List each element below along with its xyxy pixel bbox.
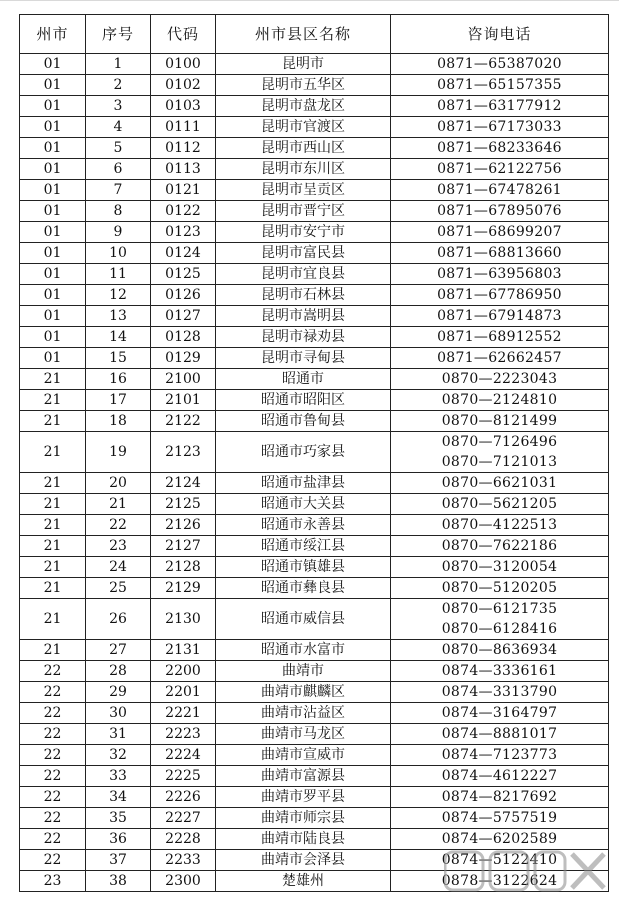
table-row: [20, 766, 609, 787]
zhou-cell: 21: [20, 369, 86, 390]
code-cell: 2101: [151, 390, 216, 411]
phone-number: 0871—65387020: [437, 56, 562, 72]
code-cell: 0126: [151, 285, 216, 306]
phone-cell: [391, 243, 609, 264]
code-cell: 2125: [151, 494, 216, 515]
region-name-cell: 昭通市昭阳区: [216, 390, 391, 411]
phone-cell: [391, 745, 609, 766]
zhou-cell: 21: [20, 473, 86, 494]
serial-cell: 23: [86, 536, 151, 557]
phone-number: 0870—6128416: [441, 621, 558, 637]
phone-number: 0871—63177912: [437, 98, 562, 114]
zhou-cell: 01: [20, 327, 86, 348]
serial-cell: 8: [86, 201, 151, 222]
table-row: [20, 222, 609, 243]
region-name-cell: 曲靖市富源县: [216, 766, 391, 787]
code-cell: 2221: [151, 703, 216, 724]
phone-number: 0874—7123773: [441, 747, 558, 763]
table-row: [20, 871, 609, 892]
phone-cell: [391, 661, 609, 682]
phone-cell: [391, 536, 609, 557]
phone-cell: [391, 285, 609, 306]
region-name-cell: 昭通市威信县: [216, 599, 391, 640]
table-row: [20, 411, 609, 432]
table-row: [20, 159, 609, 180]
phone-cell: [391, 703, 609, 724]
zhou-cell: 22: [20, 703, 86, 724]
code-cell: 2223: [151, 724, 216, 745]
code-cell: 0111: [151, 117, 216, 138]
table-row: [20, 54, 609, 75]
region-name-cell: 昭通市彝良县: [216, 578, 391, 599]
region-name-cell: 曲靖市陆良县: [216, 829, 391, 850]
header-region-name: 州市县区名称: [216, 15, 391, 54]
code-cell: 0102: [151, 75, 216, 96]
phone-cell: [391, 369, 609, 390]
region-name-cell: 昆明市官渡区: [216, 117, 391, 138]
phone-cell: [391, 54, 609, 75]
code-cell: 2122: [151, 411, 216, 432]
code-cell: 2126: [151, 515, 216, 536]
code-cell: 2100: [151, 369, 216, 390]
phone-number: 0870—6121735: [441, 601, 558, 617]
serial-cell: 13: [86, 306, 151, 327]
phone-cell: [391, 850, 609, 871]
header-serial-no: 序号: [86, 15, 151, 54]
table-row: [20, 285, 609, 306]
table-row: [20, 264, 609, 285]
zhou-cell: 22: [20, 787, 86, 808]
phone-cell: [391, 159, 609, 180]
region-name-cell: 昆明市盘龙区: [216, 96, 391, 117]
zhou-cell: 01: [20, 180, 86, 201]
serial-cell: 4: [86, 117, 151, 138]
table-row: [20, 682, 609, 703]
serial-cell: 14: [86, 327, 151, 348]
table-row: [20, 369, 609, 390]
region-name-cell: 曲靖市罗平县: [216, 787, 391, 808]
phone-number: 0870—5120205: [441, 580, 558, 596]
region-name-cell: 曲靖市宣威市: [216, 745, 391, 766]
phone-cell: [391, 599, 609, 640]
phone-number: 0871—62662457: [437, 350, 562, 366]
table-row: [20, 578, 609, 599]
phone-cell: [391, 808, 609, 829]
region-name-cell: 昭通市镇雄县: [216, 557, 391, 578]
serial-cell: 37: [86, 850, 151, 871]
serial-cell: 15: [86, 348, 151, 369]
zhou-cell: 01: [20, 264, 86, 285]
region-name-cell: 昭通市巧家县: [216, 432, 391, 473]
phone-cell: [391, 557, 609, 578]
phone-cell: [391, 138, 609, 159]
table-row: [20, 850, 609, 871]
phone-cell: [391, 180, 609, 201]
phone-cell: [391, 96, 609, 117]
table-row: [20, 808, 609, 829]
serial-cell: 20: [86, 473, 151, 494]
region-name-cell: 昆明市石林县: [216, 285, 391, 306]
region-name-cell: 昆明市五华区: [216, 75, 391, 96]
code-cell: 2226: [151, 787, 216, 808]
top-divider: [0, 0, 619, 1]
zhou-cell: 01: [20, 306, 86, 327]
phone-number: 0874—3313790: [441, 684, 558, 700]
zhou-cell: 01: [20, 138, 86, 159]
consultation-phone-table: [19, 14, 609, 892]
phone-number: 0870—3120054: [441, 559, 558, 575]
phone-cell: [391, 327, 609, 348]
zhou-cell: 01: [20, 348, 86, 369]
serial-cell: 25: [86, 578, 151, 599]
table-row: [20, 599, 609, 640]
region-name-cell: 昆明市嵩明县: [216, 306, 391, 327]
phone-number: 0871—67786950: [437, 287, 562, 303]
code-cell: 0100: [151, 54, 216, 75]
table-row: [20, 327, 609, 348]
phone-number: 0870—7121013: [441, 454, 558, 470]
region-name-cell: 楚雄州: [216, 871, 391, 892]
zhou-cell: 21: [20, 494, 86, 515]
table-row: [20, 724, 609, 745]
phone-number: 0870—6621031: [441, 475, 558, 491]
table-row: [20, 138, 609, 159]
phone-cell: [391, 306, 609, 327]
table-row: [20, 306, 609, 327]
code-cell: 2224: [151, 745, 216, 766]
code-cell: 2228: [151, 829, 216, 850]
table-row: [20, 390, 609, 411]
phone-number: 0871—67895076: [437, 203, 562, 219]
serial-cell: 21: [86, 494, 151, 515]
region-name-cell: 昭通市永善县: [216, 515, 391, 536]
code-cell: 2130: [151, 599, 216, 640]
region-name-cell: 昆明市宜良县: [216, 264, 391, 285]
phone-cell: [391, 724, 609, 745]
code-cell: 0123: [151, 222, 216, 243]
serial-cell: 1: [86, 54, 151, 75]
phone-number: 0871—68233646: [437, 140, 562, 156]
zhou-cell: 01: [20, 117, 86, 138]
code-cell: 2300: [151, 871, 216, 892]
code-cell: 2124: [151, 473, 216, 494]
code-cell: 0122: [151, 201, 216, 222]
phone-number: 0870—8121499: [441, 413, 558, 429]
region-name-cell: 昆明市东川区: [216, 159, 391, 180]
code-cell: 2201: [151, 682, 216, 703]
phone-cell: [391, 264, 609, 285]
serial-cell: 24: [86, 557, 151, 578]
code-cell: 0127: [151, 306, 216, 327]
phone-cell: [391, 411, 609, 432]
zhou-cell: 22: [20, 682, 86, 703]
phone-number: 0878—3122624: [441, 873, 558, 889]
serial-cell: 28: [86, 661, 151, 682]
serial-cell: 18: [86, 411, 151, 432]
phone-number: 0874—3336161: [441, 663, 558, 679]
zhou-cell: 23: [20, 871, 86, 892]
table-row: [20, 243, 609, 264]
code-cell: 2128: [151, 557, 216, 578]
region-name-cell: 曲靖市: [216, 661, 391, 682]
code-cell: 0124: [151, 243, 216, 264]
serial-cell: 16: [86, 369, 151, 390]
serial-cell: 11: [86, 264, 151, 285]
zhou-cell: 01: [20, 159, 86, 180]
code-cell: 2123: [151, 432, 216, 473]
zhou-cell: 21: [20, 536, 86, 557]
phone-number: 0874—3164797: [441, 705, 558, 721]
phone-number: 0871—68912552: [437, 329, 562, 345]
serial-cell: 2: [86, 75, 151, 96]
zhou-cell: 21: [20, 432, 86, 473]
table-row: [20, 787, 609, 808]
code-cell: 2233: [151, 850, 216, 871]
zhou-cell: 22: [20, 766, 86, 787]
phone-number: 0871—67173033: [437, 119, 562, 135]
code-cell: 0129: [151, 348, 216, 369]
region-name-cell: 昭通市: [216, 369, 391, 390]
serial-cell: 35: [86, 808, 151, 829]
serial-cell: 7: [86, 180, 151, 201]
phone-cell: [391, 871, 609, 892]
code-cell: 2127: [151, 536, 216, 557]
serial-cell: 17: [86, 390, 151, 411]
phone-cell: [391, 432, 609, 473]
serial-cell: 36: [86, 829, 151, 850]
code-cell: 2129: [151, 578, 216, 599]
zhou-cell: 01: [20, 243, 86, 264]
phone-number: 0870—5621205: [441, 496, 558, 512]
serial-cell: 3: [86, 96, 151, 117]
zhou-cell: 21: [20, 640, 86, 661]
table-row: [20, 640, 609, 661]
zhou-cell: 21: [20, 599, 86, 640]
zhou-cell: 21: [20, 557, 86, 578]
table-row: [20, 745, 609, 766]
serial-cell: 5: [86, 138, 151, 159]
table-row: [20, 703, 609, 724]
phone-number: 0870—7126496: [441, 434, 558, 450]
phone-cell: [391, 117, 609, 138]
code-cell: 2225: [151, 766, 216, 787]
region-name-cell: 昭通市盐津县: [216, 473, 391, 494]
table-row: [20, 96, 609, 117]
serial-cell: 10: [86, 243, 151, 264]
region-name-cell: 昆明市富民县: [216, 243, 391, 264]
phone-number: 0871—62122756: [437, 161, 562, 177]
zhou-cell: 01: [20, 222, 86, 243]
table-header-row: [20, 15, 609, 54]
zhou-cell: 21: [20, 578, 86, 599]
zhou-cell: 01: [20, 201, 86, 222]
zhou-cell: 01: [20, 75, 86, 96]
serial-cell: 27: [86, 640, 151, 661]
phone-cell: [391, 494, 609, 515]
phone-cell: [391, 515, 609, 536]
serial-cell: 38: [86, 871, 151, 892]
region-name-cell: 昆明市安宁市: [216, 222, 391, 243]
phone-number: 0874—4612227: [441, 768, 558, 784]
phone-cell: [391, 201, 609, 222]
region-name-cell: 曲靖市沾益区: [216, 703, 391, 724]
zhou-cell: 22: [20, 850, 86, 871]
zhou-cell: 01: [20, 54, 86, 75]
phone-number: 0871—67478261: [437, 182, 562, 198]
code-cell: 0128: [151, 327, 216, 348]
region-name-cell: 昆明市禄劝县: [216, 327, 391, 348]
zhou-cell: 01: [20, 285, 86, 306]
table-row: [20, 117, 609, 138]
phone-number: 0870—2223043: [441, 371, 558, 387]
phone-cell: [391, 787, 609, 808]
region-name-cell: 曲靖市马龙区: [216, 724, 391, 745]
phone-number: 0871—63956803: [437, 266, 562, 282]
zhou-cell: 21: [20, 411, 86, 432]
serial-cell: 26: [86, 599, 151, 640]
region-name-cell: 曲靖市麒麟区: [216, 682, 391, 703]
table-row: [20, 661, 609, 682]
phone-number: 0870—7622186: [441, 538, 558, 554]
table-row: [20, 180, 609, 201]
code-cell: 2227: [151, 808, 216, 829]
serial-cell: 31: [86, 724, 151, 745]
zhou-cell: 22: [20, 724, 86, 745]
phone-number: 0870—8636934: [441, 642, 558, 658]
phone-number: 0871—67914873: [437, 308, 562, 324]
table-row: [20, 432, 609, 473]
phone-number: 0871—68699207: [437, 224, 562, 240]
zhou-cell: 01: [20, 96, 86, 117]
zhou-cell: 21: [20, 390, 86, 411]
region-name-cell: 昭通市绥江县: [216, 536, 391, 557]
table-row: [20, 201, 609, 222]
phone-cell: [391, 682, 609, 703]
code-cell: 0103: [151, 96, 216, 117]
code-cell: 0121: [151, 180, 216, 201]
serial-cell: 32: [86, 745, 151, 766]
phone-number: 0874—8217692: [441, 789, 558, 805]
table-row: [20, 557, 609, 578]
table-row: [20, 473, 609, 494]
phone-cell: [391, 829, 609, 850]
serial-cell: 9: [86, 222, 151, 243]
phone-cell: [391, 578, 609, 599]
phone-number: 0874—5122410: [441, 852, 558, 868]
phone-number: 0870—4122513: [441, 517, 558, 533]
phone-number: 0874—5757519: [441, 810, 558, 826]
zhou-cell: 22: [20, 661, 86, 682]
zhou-cell: 22: [20, 745, 86, 766]
code-cell: 0125: [151, 264, 216, 285]
table-row: [20, 348, 609, 369]
header-phone: 咨询电话: [391, 15, 609, 54]
table-row: [20, 829, 609, 850]
serial-cell: 33: [86, 766, 151, 787]
phone-cell: [391, 348, 609, 369]
code-cell: 2200: [151, 661, 216, 682]
header-code: 代码: [151, 15, 216, 54]
table-body: [20, 54, 609, 892]
phone-cell: [391, 390, 609, 411]
region-name-cell: 昭通市大关县: [216, 494, 391, 515]
phone-cell: [391, 222, 609, 243]
serial-cell: 22: [86, 515, 151, 536]
region-name-cell: 昆明市呈贡区: [216, 180, 391, 201]
phone-number: 0870—2124810: [441, 392, 558, 408]
table-row: [20, 75, 609, 96]
region-name-cell: 昆明市晋宁区: [216, 201, 391, 222]
region-name-cell: 昆明市西山区: [216, 138, 391, 159]
serial-cell: 6: [86, 159, 151, 180]
serial-cell: 19: [86, 432, 151, 473]
serial-cell: 29: [86, 682, 151, 703]
region-name-cell: 昭通市水富市: [216, 640, 391, 661]
table-row: [20, 515, 609, 536]
phone-number: 0874—6202589: [441, 831, 558, 847]
region-name-cell: 昆明市寻甸县: [216, 348, 391, 369]
phone-cell: [391, 75, 609, 96]
zhou-cell: 22: [20, 808, 86, 829]
header-zhou: 州市: [20, 15, 86, 54]
phone-number: 0871—68813660: [437, 245, 562, 261]
region-name-cell: 昭通市鲁甸县: [216, 411, 391, 432]
serial-cell: 34: [86, 787, 151, 808]
zhou-cell: 22: [20, 829, 86, 850]
table-row: [20, 494, 609, 515]
serial-cell: 12: [86, 285, 151, 306]
region-name-cell: 曲靖市会泽县: [216, 850, 391, 871]
serial-cell: 30: [86, 703, 151, 724]
code-cell: 0113: [151, 159, 216, 180]
phone-cell: [391, 640, 609, 661]
code-cell: 0112: [151, 138, 216, 159]
zhou-cell: 21: [20, 515, 86, 536]
region-name-cell: 曲靖市师宗县: [216, 808, 391, 829]
table-row: [20, 536, 609, 557]
phone-number: 0874—8881017: [441, 726, 558, 742]
phone-cell: [391, 473, 609, 494]
region-name-cell: 昆明市: [216, 54, 391, 75]
phone-cell: [391, 766, 609, 787]
phone-number: 0871—65157355: [437, 77, 562, 93]
code-cell: 2131: [151, 640, 216, 661]
